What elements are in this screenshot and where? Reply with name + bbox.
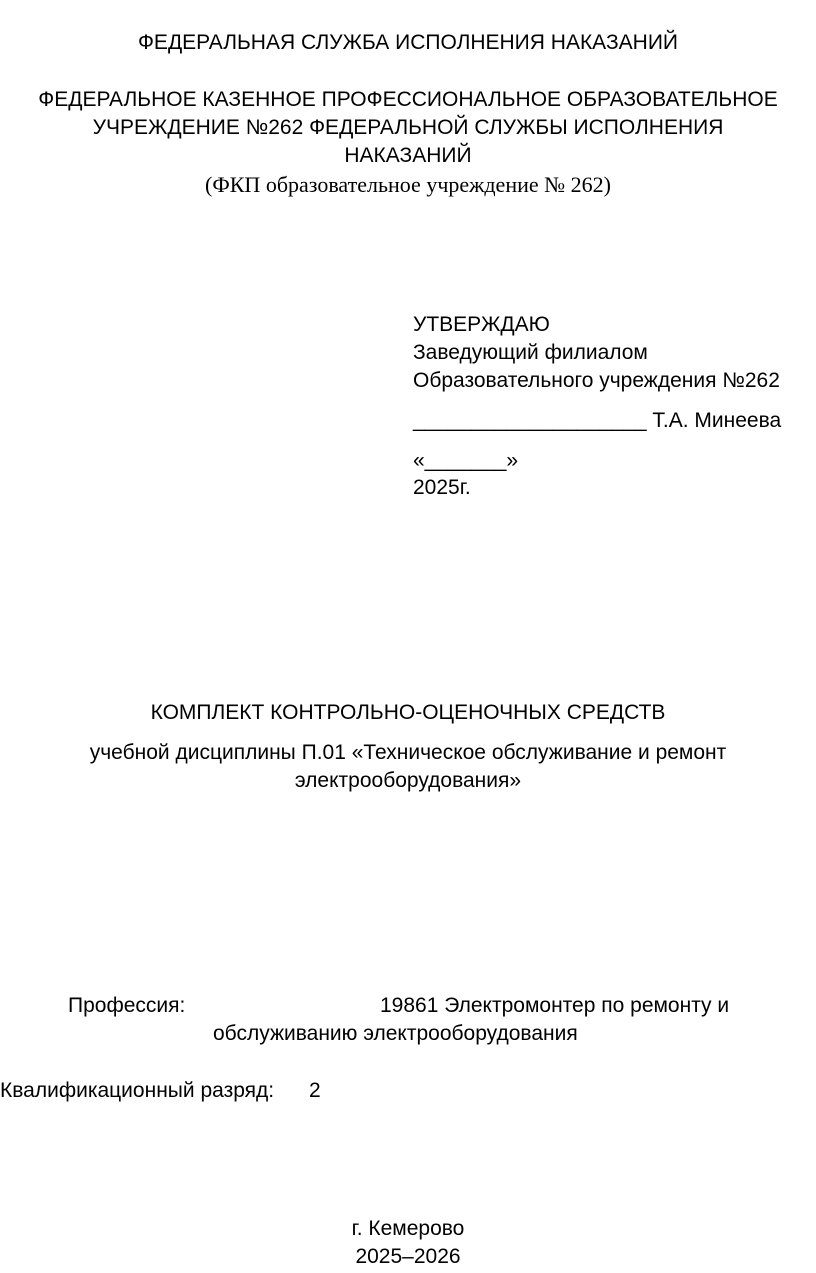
document-subtitle-line2: электрооборудования» bbox=[294, 769, 522, 792]
academic-years: 2025–2026 bbox=[355, 1245, 461, 1268]
approver-position-line2: Образовательного учреждения №262 bbox=[413, 369, 780, 392]
approval-date-line: «_______» bbox=[413, 449, 519, 472]
service-name: ФЕДЕРАЛЬНАЯ СЛУЖБА ИСПОЛНЕНИЯ НАКАЗАНИЙ bbox=[137, 31, 679, 54]
profession-value-line2: обслуживанию электрооборудования bbox=[213, 1022, 578, 1045]
profession-label: Профессия: bbox=[68, 994, 186, 1017]
qualification-label: Квалификационный разряд: bbox=[0, 1079, 275, 1102]
profession-value-line1: 19861 Электромонтер по ремонту и bbox=[380, 994, 730, 1017]
signature-line: ____________________ Т.А. Минеева bbox=[413, 409, 782, 432]
institution-name-line2: УЧРЕЖДЕНИЕ №262 ФЕДЕРАЛЬНОЙ СЛУЖБЫ ИСПОЛНЕНИЯ bbox=[92, 116, 724, 139]
institution-name-line1: ФЕДЕРАЛЬНОЕ КАЗЕННОЕ ПРОФЕССИОНАЛЬНОЕ ОБРАЗОВАТЕЛЬНОЕ bbox=[38, 88, 778, 111]
approver-position-line1: Заведующий филиалом bbox=[413, 341, 648, 364]
institution-name-line3: НАКАЗАНИЙ bbox=[344, 144, 472, 167]
qualification-value: 2 bbox=[309, 1079, 321, 1102]
approval-title: УТВЕРЖДАЮ bbox=[413, 313, 550, 336]
approval-year: 2025г. bbox=[413, 476, 471, 499]
document-title: КОМПЛЕКТ КОНТРОЛЬНО-ОЦЕНОЧНЫХ СРЕДСТВ bbox=[150, 701, 666, 724]
document-subtitle-line1: учебной дисциплины П.01 «Техническое обслуживание и ремонт bbox=[89, 741, 727, 764]
city: г. Кемерово bbox=[351, 1217, 465, 1240]
institution-short-name: (ФКП образовательное учреждение № 262) bbox=[205, 172, 611, 197]
